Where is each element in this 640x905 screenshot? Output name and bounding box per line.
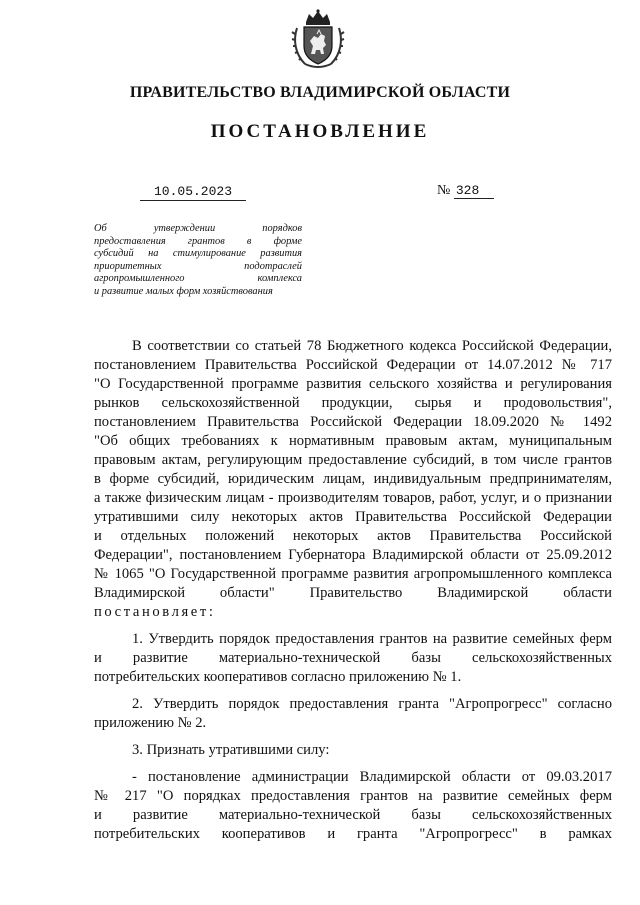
subject-line: предоставления грантов в форме (94, 235, 302, 247)
body-line: Владимирской области" Правительство Владимирской области (94, 585, 612, 601)
body-line: "Об общих требованиях к нормативным правовым актам, муниципальным (94, 433, 612, 449)
body-line: в форме субсидий, юридическим лицам, индивидуальным предпринимателям, (94, 471, 612, 487)
document-number-value: 328 (454, 183, 494, 199)
body-line: 2. Утвердить порядок предоставления гранта "Агропрогресс" согласно (132, 696, 612, 712)
number-sign: № (437, 183, 451, 198)
body-line: В соответствии со статьей 78 Бюджетного кодекса Российской Федерации, (132, 338, 612, 354)
subject-line: и развитие малых форм хозяйствования (94, 285, 273, 297)
organization-title: ПРАВИТЕЛЬСТВО ВЛАДИМИРСКОЙ ОБЛАСТИ (129, 84, 511, 101)
body-line: - постановление администрации Владимирской области от 09.03.2017 (132, 769, 612, 785)
body-line: Федерации", постановлением Губернатора Владимирской области от 25.09.2012 (94, 547, 612, 563)
body-line: потребительских кооперативов согласно приложению № 1. (94, 669, 462, 685)
document-number (437, 183, 499, 199)
item-3-paragraph (94, 741, 612, 760)
body-line: 1. Утвердить порядок предоставления грантов на развитие семейных ферм (132, 631, 612, 647)
subject-line: приоритетных подотраслей (94, 260, 302, 272)
subject-line: субсидий на стимулирование развития (94, 248, 302, 259)
preamble-paragraph (94, 337, 612, 622)
resolves-word: постановляет: (94, 604, 216, 620)
body-line: а также физическим лицам - производителям товаров, работ, услуг, и о признании (94, 490, 612, 506)
subject-line: Об утверждении порядков (94, 223, 302, 234)
body-line: "О Государственной программе развития сельского хозяйства и регулирования (94, 376, 612, 392)
body-line: постановлением Правительства Российской Федерации от 14.07.2012 № 717 (94, 357, 612, 373)
body-line: и отдельных положений некоторых актов Правительства Российской (94, 528, 612, 544)
body-line: правовым актам, регулирующим предоставление субсидий, в том числе грантов (94, 452, 612, 468)
body-line: постановлением Правительства Российской Федерации 18.09.2020 № 1492 (94, 414, 612, 430)
body-line: и развитие материально-технической базы сельскохозяйственных (94, 807, 612, 823)
body-line: № 1065 "О Государственной программе развития агропромышленного комплекса (94, 566, 612, 582)
body-line: приложению № 2. (94, 715, 207, 731)
body-line: № 217 "О порядках предоставления грантов на развитие семейных ферм (94, 788, 612, 804)
document-body (94, 337, 612, 844)
body-line: и развитие материально-технической базы сельскохозяйственных (94, 650, 612, 666)
document-date: 10.05.2023 (140, 184, 246, 201)
body-line: утратившими силу некоторых актов Правительства Российской Федерации (94, 509, 612, 525)
document-subject (94, 223, 302, 298)
body-line: 3. Признать утратившими силу: (132, 742, 330, 758)
body-line: рынков сельскохозяйственной продукции, сырья и продовольствия", (94, 395, 612, 411)
item-2-paragraph (94, 695, 612, 733)
document-type-title: ПОСТАНОВЛЕНИЕ (210, 121, 430, 142)
vladimir-region-coat-of-arms-icon (291, 8, 345, 70)
item-1-paragraph (94, 630, 612, 687)
body-line: потребительских кооперативов и гранта "Агропрогресс" в рамках (94, 826, 612, 842)
subject-line: агропромышленного комплекса (94, 273, 302, 284)
item-3-subitem-1-paragraph (94, 768, 612, 844)
